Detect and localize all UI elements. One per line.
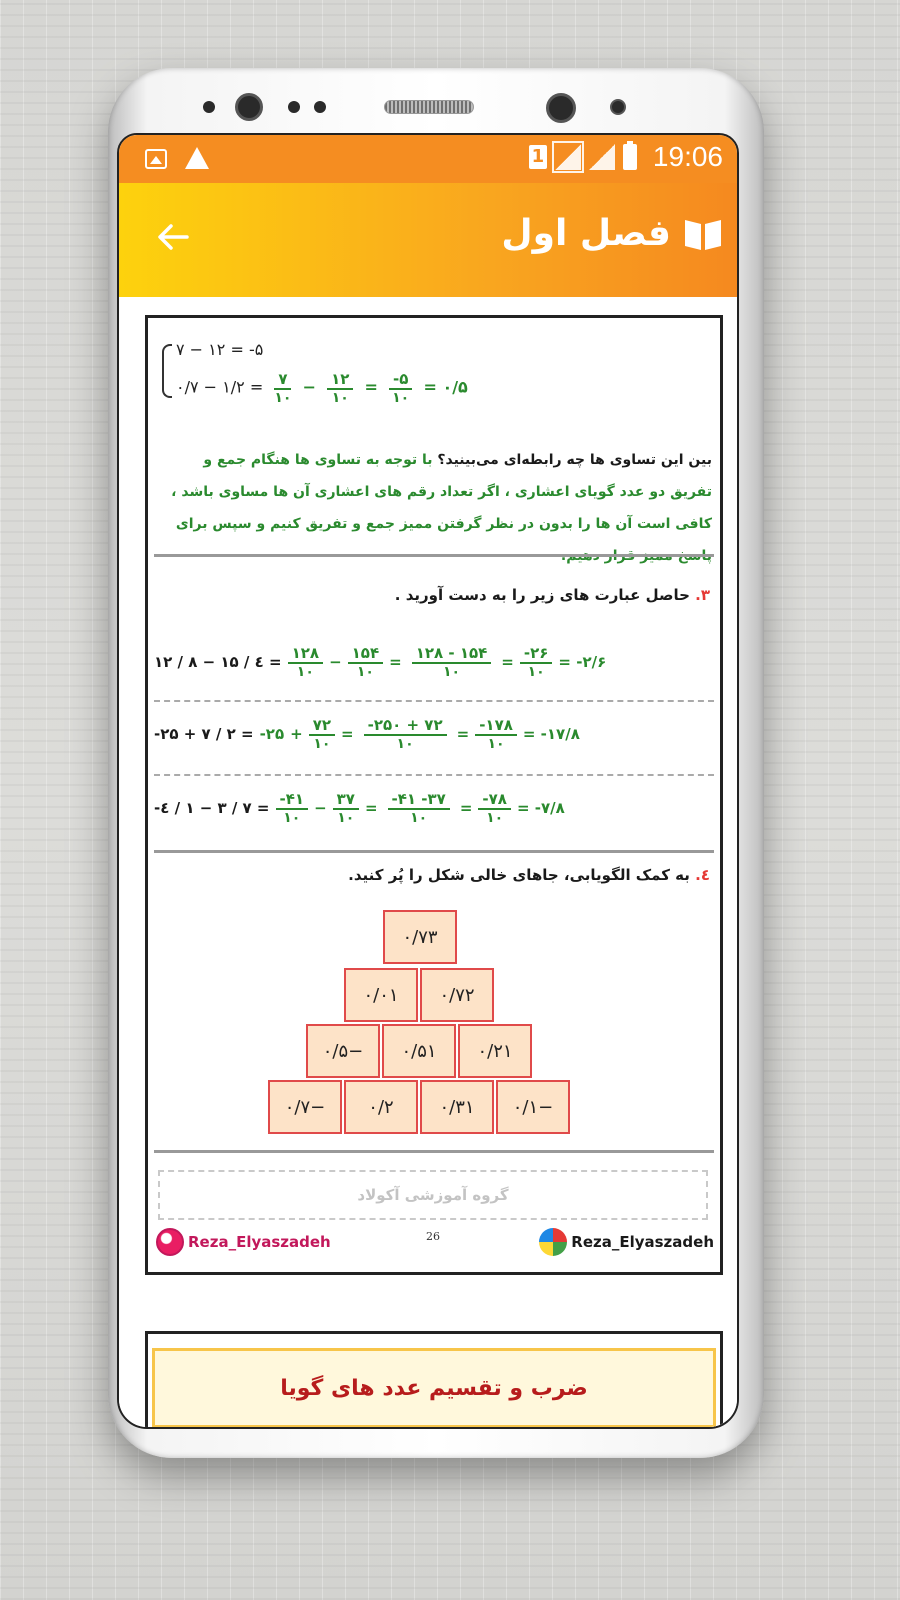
textbook-page — [145, 315, 723, 1275]
status-clock: 19:06 — [652, 141, 723, 172]
pyramid-cell: −۰/۱ — [496, 1080, 570, 1134]
watermark-text: گروه آموزشی آکولاد — [357, 1186, 509, 1204]
section-heading-box — [152, 1348, 716, 1428]
battery-icon — [623, 144, 637, 170]
row-expression: -٤ / ۱ − ۳ / ۷ = — [154, 799, 270, 817]
image-notification-icon — [145, 149, 167, 169]
signal-strength-icon-2 — [589, 144, 615, 170]
content-scroll-area[interactable] — [119, 297, 737, 1429]
cube-logo-icon — [539, 1228, 567, 1256]
status-bar — [119, 135, 737, 183]
q3-row-1: ۱۲ / ۸ − ۱۵ / ٤ = $\frac{۱۲۸}{۱۰}$ − $\frac{۱۵۴}{۱۰}$ = $\frac{۱۲۸ - ۱۵۴}{۱۰}$ = $\frac{-۲۶}{۱۰}$ = -۲/۶ — [154, 644, 607, 680]
question-text: حاصل عبارت های زیر را به دست آورید . — [394, 586, 690, 604]
page-title: فصل اول — [501, 213, 671, 254]
iris-scanner — [546, 93, 576, 123]
front-camera — [235, 93, 263, 121]
sim-slot-badge: 1 — [529, 145, 547, 169]
pyramid-cell: −۰/۷ — [268, 1080, 342, 1134]
brand-left — [156, 1228, 331, 1256]
eq2-result: = ۰/۵ — [423, 377, 468, 397]
warning-icon — [185, 147, 209, 169]
explanation-paragraph — [160, 444, 712, 572]
sensor-dot — [203, 101, 215, 113]
brand-left-text: Reza_Elyaszadeh — [188, 1233, 331, 1251]
page-number: 26 — [426, 1230, 440, 1243]
earpiece-speaker — [384, 100, 474, 114]
pyramid-cell: ۰/۰۱ — [344, 968, 418, 1022]
pyramid-cell: −۰/۵ — [306, 1024, 380, 1078]
signal-strength-icon — [555, 144, 581, 170]
sensor-dot — [314, 101, 326, 113]
watermark-box — [158, 1170, 708, 1220]
question-text: به کمک الگویابی، جاهای خالی شکل را پُر کنید. — [348, 866, 690, 884]
question-4-title — [348, 866, 710, 884]
pyramid-cell: ۰/۷۳ — [383, 910, 457, 964]
book-icon — [683, 216, 723, 252]
fraction: $\frac{۷}{۱۰}$ — [274, 370, 292, 406]
fraction: $\frac{۱۲}{۱۰}$ — [327, 370, 353, 406]
question-3-title — [395, 586, 710, 604]
row-expression: -۲۵ + ۷ / ۲ = — [154, 725, 254, 743]
explanation-answer: با توجه به تساوی ها هنگام جمع و تفریق دو عدد گویای اعشاری ، اگر تعداد رقم های اعشاری آن ها مساوی باشد ، کافی است آن ها را بدون در نظر گرفتن ممیز جمع و تفریق کنیم و سپس برای پاسخ ممیز قرار دهیم. — [171, 452, 712, 564]
q3-row-2: -۲۵ + ۷ / ۲ = -۲۵ + $\frac{۷۲}{۱۰}$ = $\frac{-۲۵۰ + ۷۲}{۱۰}$ = $\frac{-۱۷۸}{۱۰}$ = -۱۷/۸ — [154, 716, 580, 752]
sensor-dot — [610, 99, 626, 115]
divider — [154, 850, 714, 853]
row-result: = -۱۷/۸ — [522, 725, 580, 743]
question-number: ٤. — [695, 866, 710, 884]
pyramid-cell: ۰/۲ — [344, 1080, 418, 1134]
eq2-prefix: ۰/۷ − ۱/۲ = — [176, 377, 264, 397]
fraction: $\frac{-۵}{۱۰}$ — [389, 370, 412, 406]
q3-row-3: -٤ / ۱ − ۳ / ۷ = $\frac{-۴۱}{۱۰}$ − $\frac{۳۷}{۱۰}$ = $\frac{-۴۱ -۳۷}{۱۰}$ = $\frac{-۷۸}{۱۰}$ = -۷/۸ — [154, 790, 565, 826]
sensor-dot — [288, 101, 300, 113]
pyramid-cell: ۰/۲۱ — [458, 1024, 532, 1078]
film-reel-logo-icon — [156, 1228, 184, 1256]
divider — [154, 1150, 714, 1153]
brand-right-text: Reza_Elyaszadeh — [571, 1233, 714, 1251]
question-number: ۳. — [695, 586, 710, 604]
row-result: = -۷/۸ — [516, 799, 565, 817]
explanation-question: بین این تساوی ها چه رابطه‌ای می‌بینید؟ — [437, 452, 712, 468]
phone-screen — [117, 133, 739, 1429]
app-bar — [119, 183, 737, 297]
dashed-divider — [154, 700, 714, 702]
arrow-left-icon — [153, 217, 193, 257]
dashed-divider — [154, 774, 714, 776]
system-brace — [162, 344, 172, 398]
equation-line-1: ۷ − ۱۲ = -۵ — [176, 340, 264, 359]
back-button[interactable] — [153, 217, 193, 257]
row-result: = -۲/۶ — [558, 653, 607, 671]
equation-line-2: ۰/۷ − ۱/۲ = $\frac{۷}{۱۰}$ − $\frac{۱۲}{۱۰}$ = $\frac{-۵}{۱۰}$ = ۰/۵ — [176, 370, 468, 406]
section-heading: ضرب و تقسیم عدد های گویا — [280, 1375, 588, 1401]
pyramid-cell: ۰/۷۲ — [420, 968, 494, 1022]
divider — [154, 554, 714, 557]
pyramid-cell: ۰/۵۱ — [382, 1024, 456, 1078]
row-expression: ۱۲ / ۸ − ۱۵ / ٤ = — [154, 653, 282, 671]
next-textbook-page — [145, 1331, 723, 1429]
brand-right — [539, 1228, 714, 1256]
pyramid-cell: ۰/۳۱ — [420, 1080, 494, 1134]
